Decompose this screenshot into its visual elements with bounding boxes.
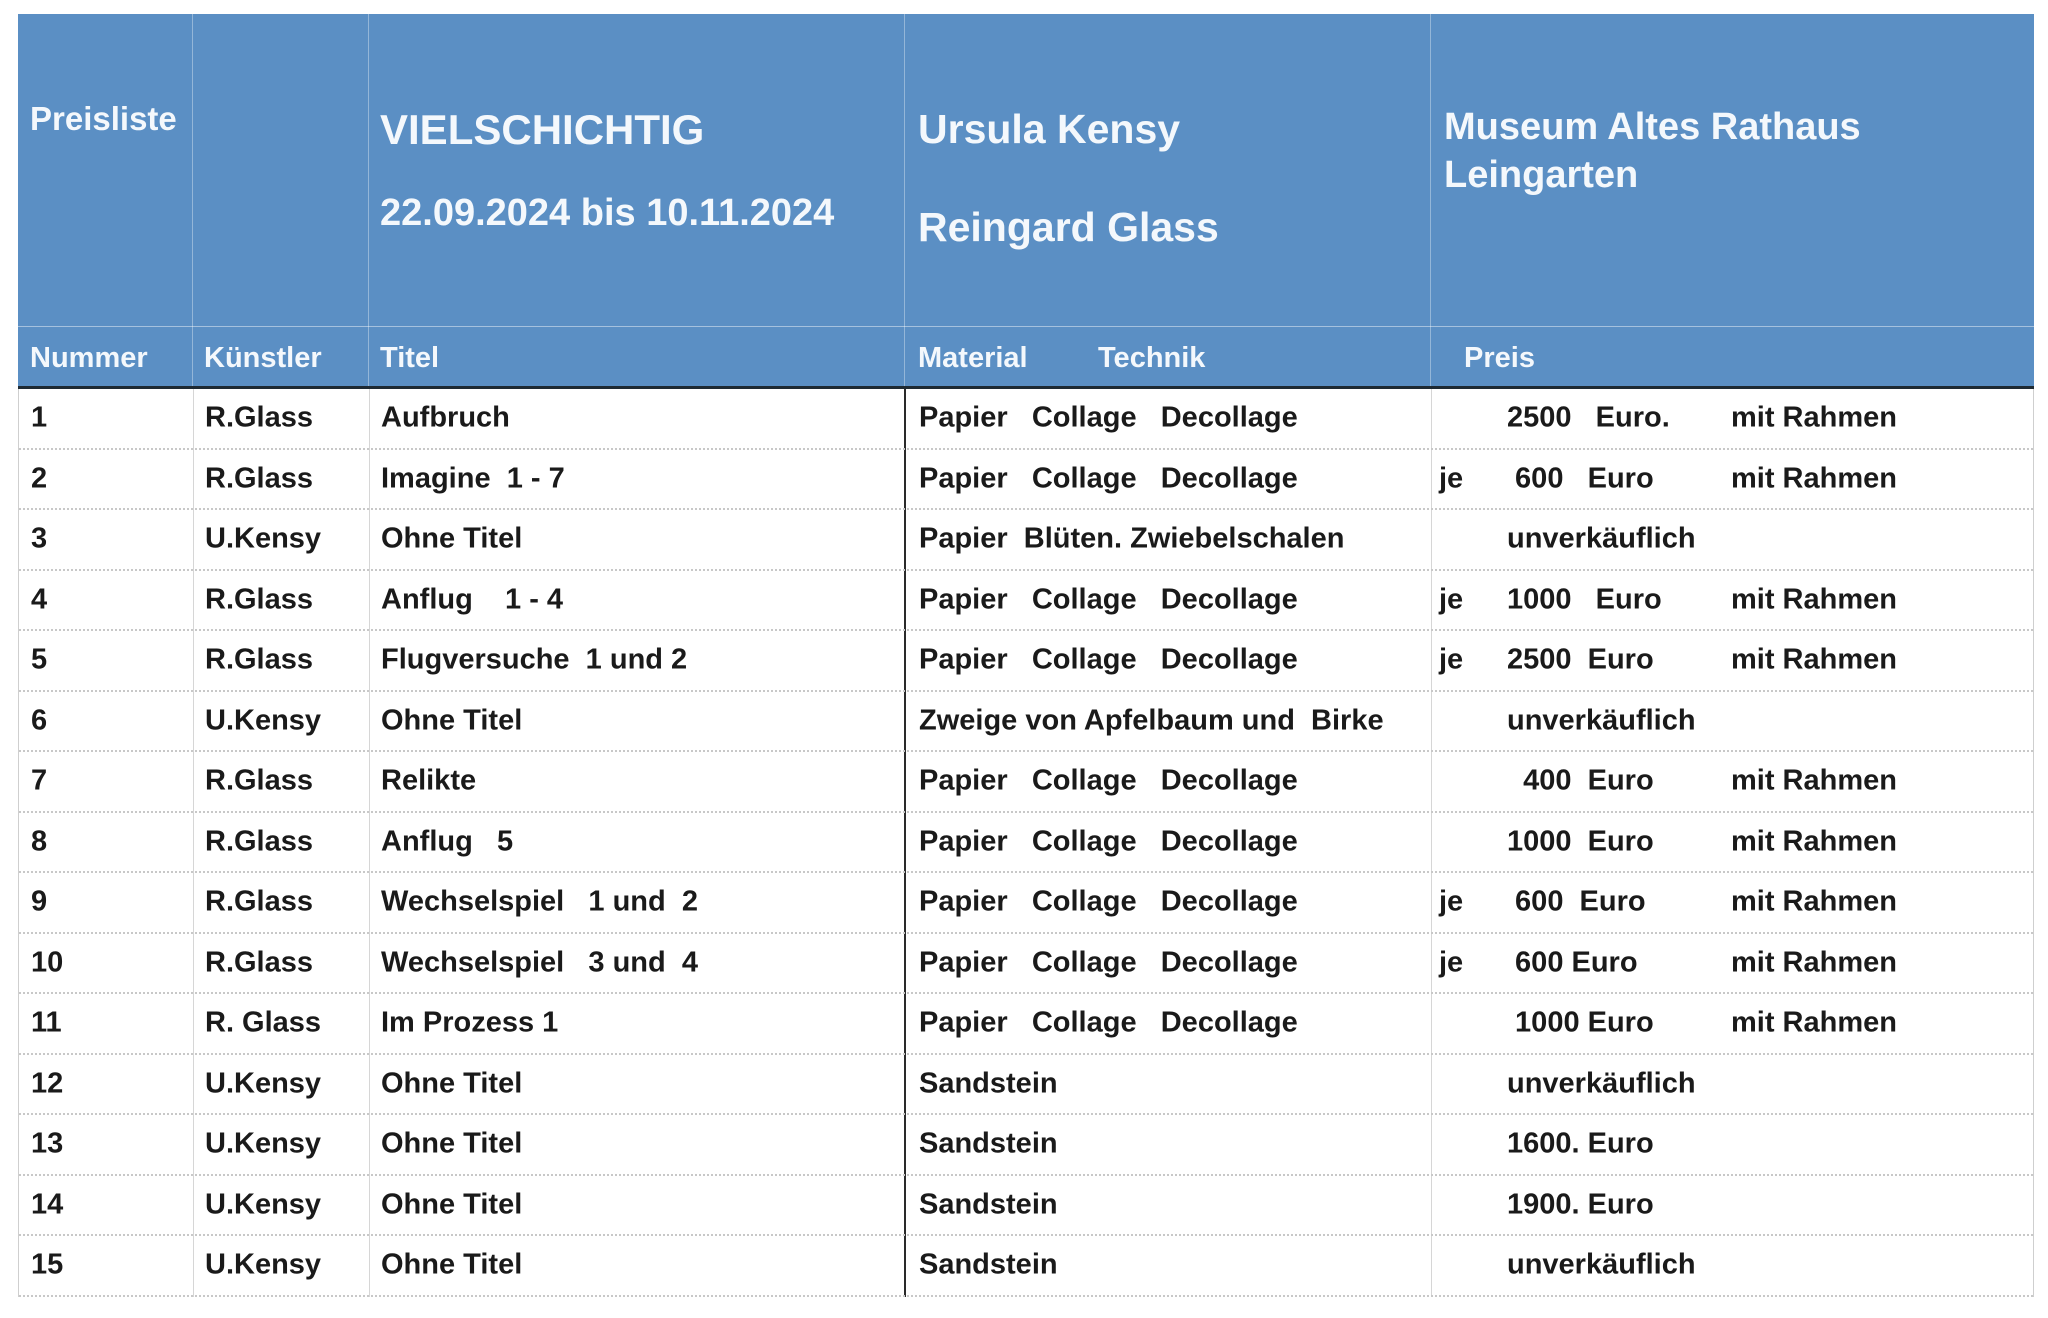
header-divider bbox=[368, 14, 369, 386]
item-material-technique: Zweige von Apfelbaum und Birke bbox=[919, 704, 1384, 737]
item-material-technique: Papier Collage Decollage bbox=[919, 401, 1298, 434]
item-price: unverkäuflich bbox=[1507, 704, 1696, 737]
item-frame-note: mit Rahmen bbox=[1731, 825, 1897, 858]
price-table-body bbox=[18, 389, 2034, 1297]
item-title: Aufbruch bbox=[381, 401, 510, 434]
item-price: unverkäuflich bbox=[1507, 1067, 1696, 1100]
item-price: unverkäuflich bbox=[1507, 1248, 1696, 1281]
item-price: 1000 Euro bbox=[1507, 583, 1662, 616]
item-number: 14 bbox=[31, 1188, 64, 1221]
item-material-technique: Sandstein bbox=[919, 1067, 1058, 1100]
column-header-material: Material bbox=[918, 342, 1028, 374]
item-price: 600 Euro bbox=[1507, 946, 1638, 979]
table-row bbox=[19, 994, 2033, 1055]
item-price: 600 Euro bbox=[1507, 462, 1654, 495]
item-material-technique: Papier Collage Decollage bbox=[919, 825, 1298, 858]
item-price-each: je bbox=[1439, 643, 1464, 676]
item-material-technique: Papier Collage Decollage bbox=[919, 885, 1298, 918]
table-row bbox=[19, 752, 2033, 813]
item-artist: R.Glass bbox=[205, 825, 313, 858]
item-artist: R.Glass bbox=[205, 946, 313, 979]
table-row bbox=[19, 1115, 2033, 1176]
item-artist: R.Glass bbox=[205, 643, 313, 676]
item-material-technique: Sandstein bbox=[919, 1248, 1058, 1281]
table-row bbox=[19, 1176, 2033, 1237]
exhibition-title: VIELSCHICHTIG bbox=[380, 106, 705, 153]
item-frame-note: mit Rahmen bbox=[1731, 946, 1897, 979]
table-row bbox=[19, 692, 2033, 753]
item-price: 400 Euro bbox=[1507, 764, 1654, 797]
item-material-technique: Papier Collage Decollage bbox=[919, 583, 1298, 616]
item-number: 10 bbox=[31, 946, 64, 979]
item-frame-note: mit Rahmen bbox=[1731, 1006, 1897, 1039]
item-title: Ohne Titel bbox=[381, 704, 523, 737]
item-artist: U.Kensy bbox=[205, 1248, 322, 1281]
item-material-technique: Papier Collage Decollage bbox=[919, 946, 1298, 979]
price-list-label: Preisliste bbox=[30, 100, 177, 137]
item-price: 2500 Euro bbox=[1507, 643, 1654, 676]
item-title: Relikte bbox=[381, 764, 477, 797]
item-number: 1 bbox=[31, 401, 48, 434]
table-row bbox=[19, 571, 2033, 632]
item-artist: U.Kensy bbox=[205, 704, 322, 737]
item-price: 1600. Euro bbox=[1507, 1127, 1654, 1160]
item-price: unverkäuflich bbox=[1507, 522, 1696, 555]
item-title: Anflug 1 - 4 bbox=[381, 583, 564, 616]
item-frame-note: mit Rahmen bbox=[1731, 401, 1897, 434]
exhibition-dates: 22.09.2024 bis 10.11.2024 bbox=[380, 192, 835, 234]
item-price: 1000 Euro bbox=[1507, 825, 1654, 858]
item-price-each: je bbox=[1439, 583, 1464, 616]
item-artist: U.Kensy bbox=[205, 1188, 322, 1221]
item-artist: R.Glass bbox=[205, 401, 313, 434]
item-title: Ohne Titel bbox=[381, 1248, 523, 1281]
artist-name: Reingard Glass bbox=[918, 204, 1219, 250]
item-number: 13 bbox=[31, 1127, 64, 1160]
item-material-technique: Sandstein bbox=[919, 1188, 1058, 1221]
table-row bbox=[19, 1055, 2033, 1116]
column-header-artist: Künstler bbox=[204, 342, 322, 374]
item-artist: R.Glass bbox=[205, 462, 313, 495]
item-title: Ohne Titel bbox=[381, 1067, 523, 1100]
table-row bbox=[19, 873, 2033, 934]
item-artist: R.Glass bbox=[205, 583, 313, 616]
item-title: Ohne Titel bbox=[381, 522, 523, 555]
item-price: 2500 Euro. bbox=[1507, 401, 1670, 434]
item-artist: R. Glass bbox=[205, 1006, 322, 1039]
item-material-technique: Papier Collage Decollage bbox=[919, 462, 1298, 495]
item-number: 5 bbox=[31, 643, 48, 676]
item-title: Im Prozess 1 bbox=[381, 1006, 559, 1039]
item-frame-note: mit Rahmen bbox=[1731, 885, 1897, 918]
item-title: Ohne Titel bbox=[381, 1127, 523, 1160]
item-number: 9 bbox=[31, 885, 48, 918]
item-artist: R.Glass bbox=[205, 885, 313, 918]
price-list-sheet bbox=[18, 14, 2034, 1297]
table-row bbox=[19, 450, 2033, 511]
table-row bbox=[19, 510, 2033, 571]
header-divider bbox=[1430, 14, 1431, 386]
table-row bbox=[19, 389, 2033, 450]
header-divider bbox=[192, 14, 193, 386]
header-block bbox=[18, 14, 2034, 386]
item-price: 1900. Euro bbox=[1507, 1188, 1654, 1221]
item-price: 1000 Euro bbox=[1507, 1006, 1654, 1039]
item-title: Anflug 5 bbox=[381, 825, 514, 858]
item-price-each: je bbox=[1439, 885, 1464, 918]
item-frame-note: mit Rahmen bbox=[1731, 764, 1897, 797]
item-artist: R.Glass bbox=[205, 764, 313, 797]
item-title: Imagine 1 - 7 bbox=[381, 462, 565, 495]
item-number: 4 bbox=[31, 583, 48, 616]
item-frame-note: mit Rahmen bbox=[1731, 462, 1897, 495]
item-frame-note: mit Rahmen bbox=[1731, 643, 1897, 676]
item-number: 8 bbox=[31, 825, 48, 858]
column-header-number: Nummer bbox=[30, 342, 148, 374]
item-number: 2 bbox=[31, 462, 48, 495]
header-divider bbox=[904, 14, 905, 386]
item-price: 600 Euro bbox=[1507, 885, 1646, 918]
item-number: 15 bbox=[31, 1248, 64, 1281]
item-artist: U.Kensy bbox=[205, 522, 322, 555]
column-header-technique: Technik bbox=[1098, 342, 1206, 374]
table-row bbox=[19, 1236, 2033, 1297]
item-material-technique: Papier Blüten. Zwiebelschalen bbox=[919, 522, 1345, 555]
venue-city: Leingarten bbox=[1444, 154, 1639, 196]
artist-name: Ursula Kensy bbox=[918, 106, 1181, 152]
item-title: Wechselspiel 1 und 2 bbox=[381, 885, 698, 918]
item-price-each: je bbox=[1439, 462, 1464, 495]
item-artist: U.Kensy bbox=[205, 1127, 322, 1160]
item-title: Flugversuche 1 und 2 bbox=[381, 643, 688, 676]
item-material-technique: Sandstein bbox=[919, 1127, 1058, 1160]
item-number: 12 bbox=[31, 1067, 64, 1100]
table-row bbox=[19, 934, 2033, 995]
item-number: 11 bbox=[31, 1006, 62, 1039]
item-number: 3 bbox=[31, 522, 48, 555]
item-frame-note: mit Rahmen bbox=[1731, 583, 1897, 616]
item-title: Wechselspiel 3 und 4 bbox=[381, 946, 698, 979]
table-row bbox=[19, 813, 2033, 874]
item-material-technique: Papier Collage Decollage bbox=[919, 764, 1298, 797]
item-material-technique: Papier Collage Decollage bbox=[919, 643, 1298, 676]
column-header-price: Preis bbox=[1464, 342, 1535, 374]
venue-name: Museum Altes Rathaus bbox=[1444, 106, 1861, 148]
item-artist: U.Kensy bbox=[205, 1067, 322, 1100]
header-row-divider bbox=[18, 326, 2034, 327]
item-number: 7 bbox=[31, 764, 48, 797]
item-number: 6 bbox=[31, 704, 48, 737]
table-row bbox=[19, 631, 2033, 692]
item-material-technique: Papier Collage Decollage bbox=[919, 1006, 1298, 1039]
column-header-title: Titel bbox=[380, 342, 440, 374]
item-price-each: je bbox=[1439, 946, 1464, 979]
item-title: Ohne Titel bbox=[381, 1188, 523, 1221]
